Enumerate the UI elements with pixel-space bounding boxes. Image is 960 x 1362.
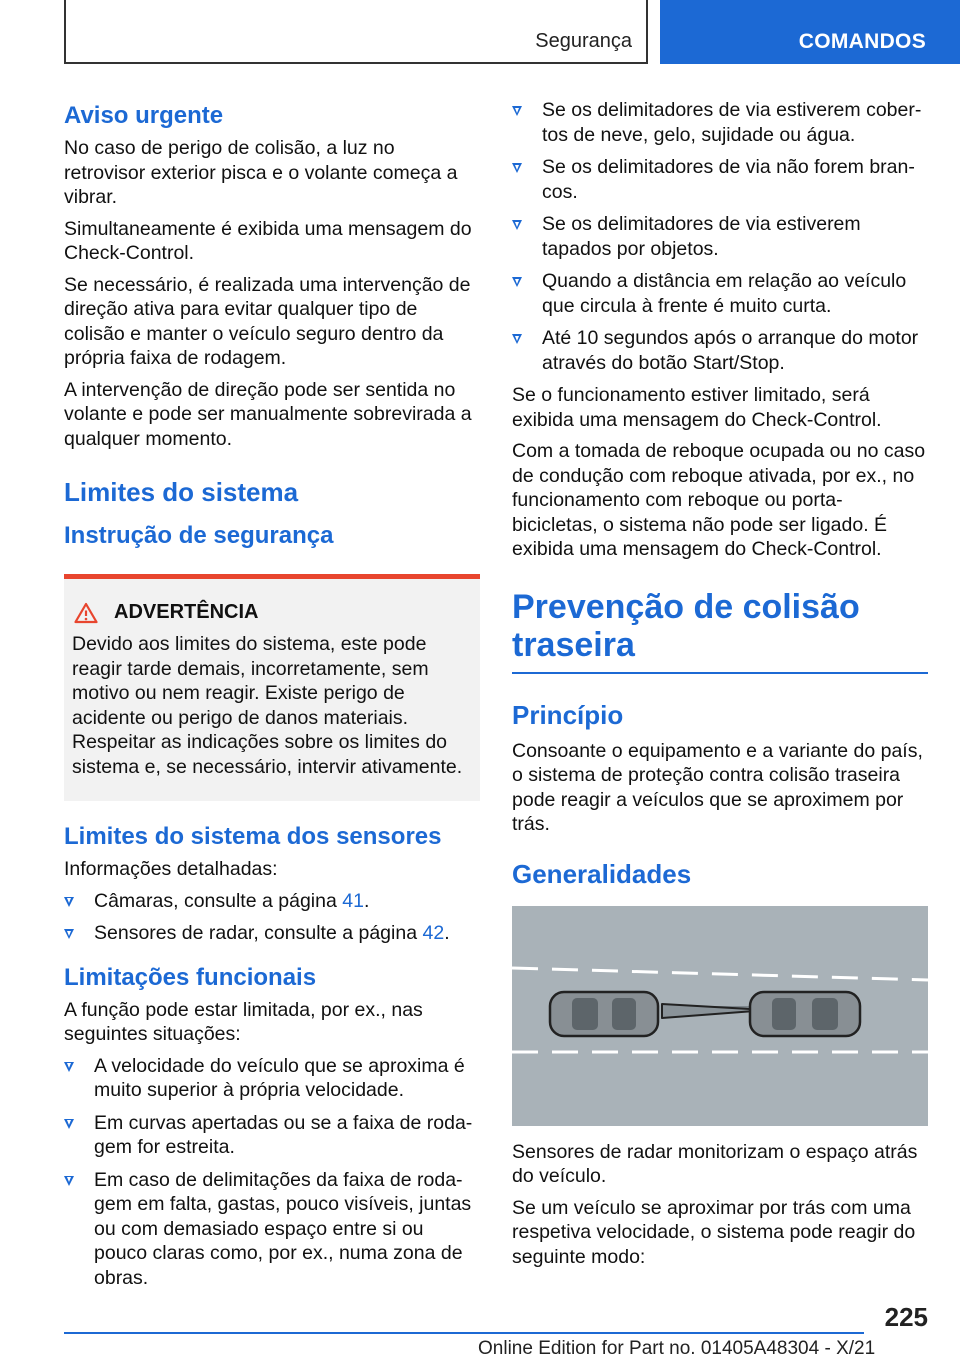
list-item-text: Se os delimitadores de via não forem brancos.	[542, 156, 915, 203]
warning-box	[64, 574, 480, 801]
footer-divider	[64, 1332, 864, 1334]
paragraph: Se o funcionamento estiver limitado, será exibida uma mensagem do Check-Control.	[512, 384, 882, 431]
bullet-triangle-icon	[512, 220, 522, 230]
right-column	[512, 98, 928, 1276]
bullet-triangle-icon	[512, 163, 522, 173]
paragraph: A intervenção de direção pode ser sentida no volante e pode ser manualmente sobrevirada a qualquer momento.	[64, 378, 472, 450]
header-box	[64, 0, 648, 64]
paragraph: Simultaneamente é exibida uma mensagem do Check-Control.	[64, 217, 472, 264]
safety-instruction-heading: Instrução de segurança	[64, 522, 334, 549]
bullet-triangle-icon	[64, 1062, 74, 1072]
paragraph: No caso de perigo de colisão, a luz no retrovisor exterior pisca e o volante começa a vibrar.	[64, 137, 458, 208]
list-item	[64, 1054, 480, 1103]
left-column	[64, 98, 480, 1298]
list-item	[512, 98, 928, 147]
section-title: Segurança	[535, 30, 632, 52]
edition-note: Online Edition for Part no. 01405A48304 - X/21	[478, 1338, 876, 1359]
paragraph: Se um veículo se aproximar por trás com uma respetiva velocidade, o sistema pode reagir do seguinte modo:	[512, 1196, 916, 1268]
list-item-text: Em curvas apertadas ou se a faixa de rodagem for estreita.	[94, 1111, 473, 1158]
chapter-tab[interactable]	[660, 0, 960, 64]
front-car-icon	[750, 992, 860, 1036]
list-item	[64, 889, 480, 914]
list-item-text: Se os delimitadores de via estiverem tapados por objetos.	[542, 213, 861, 260]
page-link[interactable]: 42	[422, 922, 445, 944]
urgent-warning-heading: Aviso urgente	[64, 102, 224, 129]
list-item	[512, 269, 928, 318]
list-item	[512, 155, 928, 204]
radar-diagram	[512, 906, 928, 1126]
bullet-triangle-icon	[512, 106, 522, 116]
bullet-triangle-icon	[512, 334, 522, 344]
page-number: 225	[884, 1302, 928, 1332]
list-item	[64, 1168, 480, 1291]
functional-limits-heading: Limitações funcionais	[64, 963, 317, 991]
rear-collision-heading: Prevenção de colisão traseira	[512, 588, 928, 674]
rear-car-icon	[550, 992, 658, 1036]
bullet-triangle-icon	[64, 897, 74, 907]
bullet-triangle-icon	[64, 929, 74, 939]
paragraph: Com a tomada de reboque ocupada ou no caso de condução com reboque ativada, por ex., no funcionamento com reboque ou porta-bicicletas, o sistema não pode ser ligado. É exibida uma mensagem do Check-Control.	[512, 440, 926, 560]
warning-triangle-icon	[74, 602, 98, 624]
paragraph: Sensores de radar monitorizam o espaço atrás do veículo.	[512, 1140, 918, 1187]
sensor-limits-heading: Limites do sistema dos sensores	[64, 823, 442, 850]
sensor-list	[64, 889, 480, 946]
list-item	[64, 1111, 480, 1160]
list-item-end: .	[363, 889, 370, 912]
bullet-triangle-icon	[64, 1119, 74, 1129]
system-limits-heading: Limites do sistema	[64, 477, 299, 507]
bullet-triangle-icon	[64, 1176, 74, 1186]
list-item-text: Sensores de radar, consulte a página	[94, 922, 423, 944]
paragraph: Se necessário, é realizada uma intervenção de direção ativa para evitar qualquer tipo de colisão e manter o veículo seguro dentro da própria faixa de rodagem.	[64, 273, 471, 369]
warning-label: ADVERTÊNCIA	[114, 601, 259, 623]
principle-heading: Princípio	[512, 699, 624, 730]
functional-limits-list	[64, 1054, 480, 1291]
list-item-text: Câmaras, consulte a página	[94, 889, 343, 912]
list-item-end: .	[444, 922, 450, 944]
list-item-text: A velocidade do veículo que se aproxima é muito superior à própria velocidade.	[94, 1054, 465, 1101]
page-link[interactable]: 41	[342, 889, 364, 912]
list-item-text: Quando a distância em relação ao veículo que circula à frente é muito curta.	[542, 270, 907, 317]
list-item	[512, 326, 928, 375]
list-item-text: Em caso de delimitações da faixa de rodagem em falta, gastas, pouco visíveis, juntas ou com demasiado espaço entre si ou pouco claras como, por ex., numa zona de obras.	[94, 1168, 472, 1289]
list-item	[512, 212, 928, 261]
general-heading: Generalidades	[512, 858, 692, 889]
bullet-triangle-icon	[512, 277, 522, 287]
rear-radar-illustration	[512, 906, 928, 1126]
warning-title	[72, 601, 472, 624]
paragraph: A função pode estar limitada, por ex., nas seguintes situações:	[64, 998, 423, 1045]
chapter-tab-label: COMANDOS	[798, 30, 926, 53]
list-item	[64, 921, 480, 946]
paragraph: Consoante o equipamento e a variante do país, o sistema de proteção contra colisão traseira pode reagir a veículos que se aproximem por trás.	[512, 739, 923, 835]
list-item-text: Se os delimitadores de via estiverem cobertos de neve, gelo, sujidade ou água.	[542, 99, 922, 146]
functional-limits-list-continued	[512, 98, 928, 375]
list-item-text: Até 10 segundos após o arranque do motor através do botão Start/Stop.	[542, 327, 919, 374]
paragraph: Informações detalhadas:	[64, 858, 278, 880]
warning-text: Devido aos limites do sistema, este pode reagir tarde demais, incorretamente, sem motivo ou nem reagir. Existe perigo de acidente ou perigo de danos materiais. Respeitar as indicações sobre os limites do sistema e, se necessário, intervir ativamente.	[72, 633, 463, 778]
